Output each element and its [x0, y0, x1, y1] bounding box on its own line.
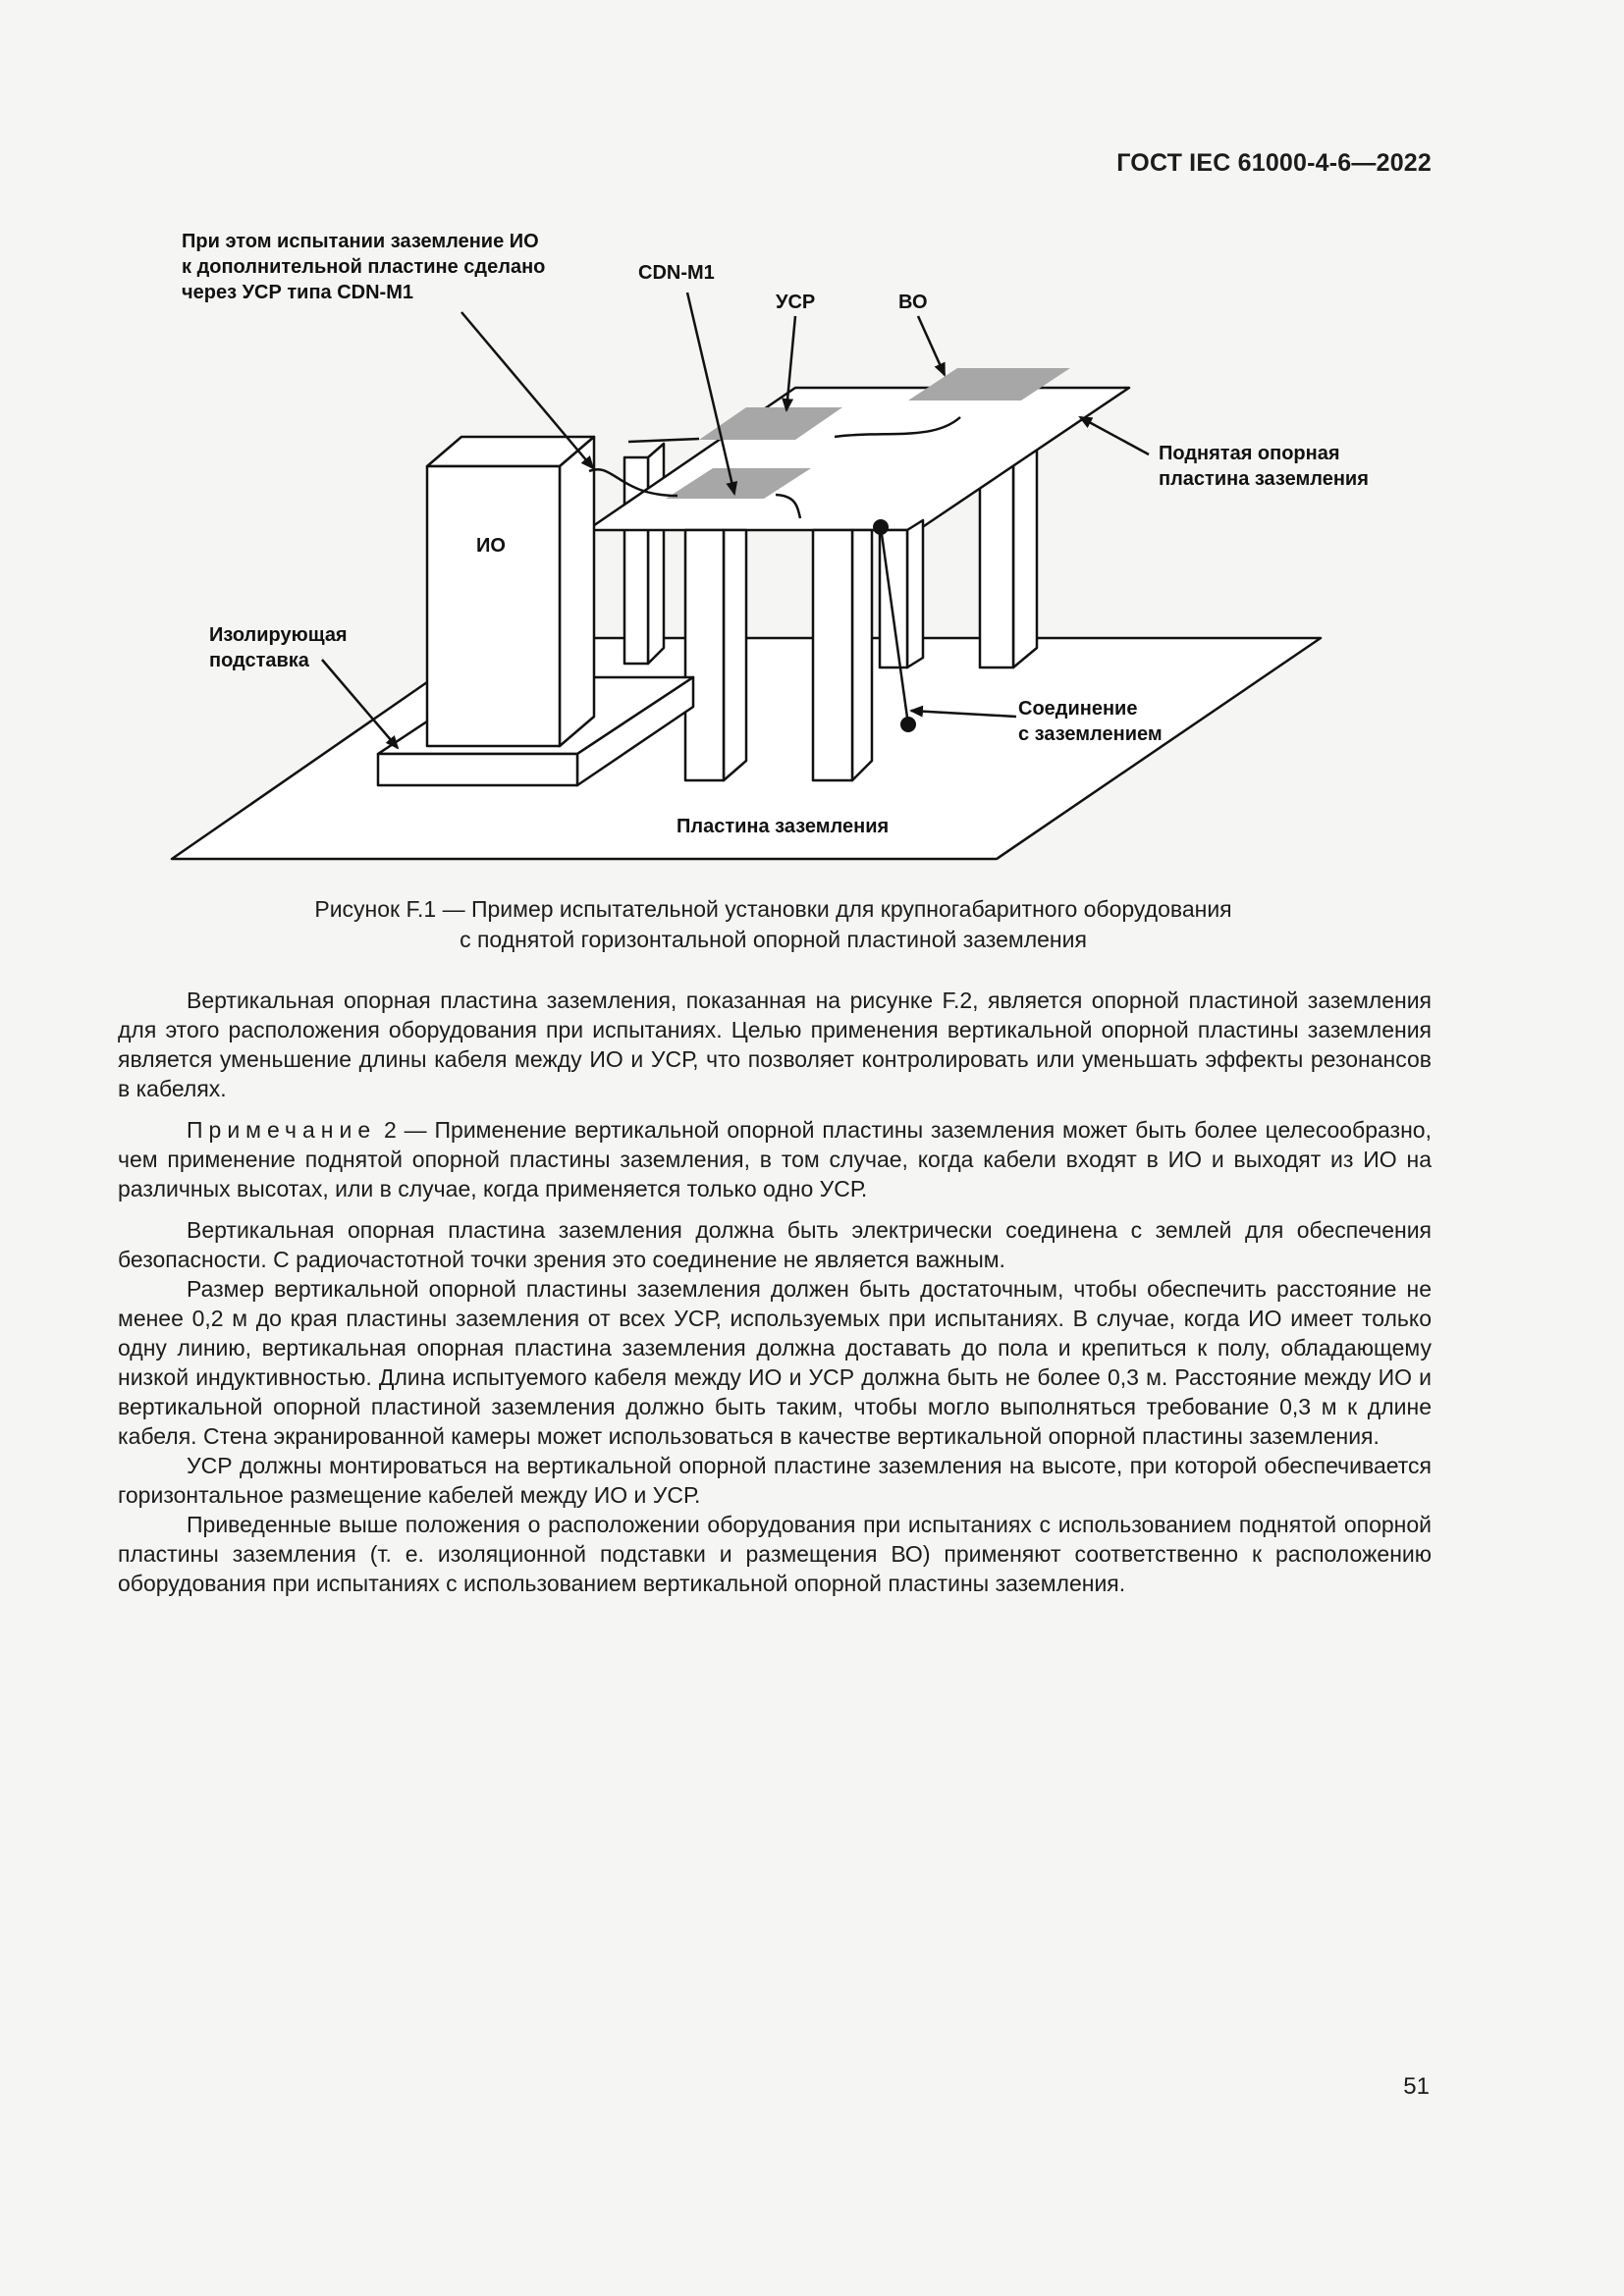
- leg-front-left: [685, 530, 724, 780]
- usr-label: УСР: [776, 292, 816, 313]
- insulating-label-line2: подставка: [209, 650, 309, 671]
- note-text: 2 — Применение вертикальной опорной пластины заземления может быть более целесообразно, чем применение поднятой опорной пластины заземления, в том случае, когда кабели входят в ИО и выходят из ИО на различных высотах, или в случае, когда применяется только одно УСР.: [118, 1117, 1432, 1201]
- figure-caption: [118, 894, 1429, 955]
- leg-back-left-side: [648, 444, 664, 664]
- ground-plate-label: Пластина заземления: [677, 816, 890, 837]
- insulating-label-line1: Изолирующая: [209, 624, 348, 646]
- figure-caption-line2: с поднятой горизонтальной опорной пластиной заземления: [460, 927, 1087, 952]
- eut-box-side: [560, 437, 594, 746]
- figure-caption-line1: Рисунок F.1 — Пример испытательной установки для крупногабаритного оборудования: [314, 896, 1232, 922]
- leg-front-left-side: [724, 530, 746, 780]
- ground-connection-dot-top: [873, 519, 889, 535]
- leg-front-right-side: [907, 520, 923, 667]
- cable-eut-cdn: [628, 439, 699, 442]
- note-2: [118, 1115, 1432, 1203]
- document-header: ГОСТ IEC 61000-4-6—2022: [1116, 149, 1432, 177]
- ground-connection-dot-bottom: [900, 717, 916, 732]
- eut-box-front: [427, 466, 560, 746]
- connection-label-line1: Соединение: [1018, 698, 1138, 720]
- paragraph-1: Вертикальная опорная пластина заземления, показанная на рисунке F.2, является опорной пластиной заземления для этого расположения оборудования при испытаниях. Целью применения вертикальной опорной пластины заземления является уменьшение длины кабеля между ИО и УСР, что позволяет контролировать или уменьшать эффекты резонансов в кабелях.: [118, 988, 1432, 1101]
- eut-label: ИО: [476, 535, 506, 557]
- vo-arrow: [918, 316, 945, 375]
- vo-label: ВО: [898, 292, 928, 313]
- connection-label-line2: с заземлением: [1018, 723, 1163, 745]
- leg-front-mid-side: [852, 530, 872, 780]
- note-label: Примечание: [187, 1117, 377, 1143]
- figure-f1: [0, 0, 1624, 883]
- note-label-line3: через УСР типа CDN-M1: [182, 282, 413, 303]
- raised-ground-plate: [587, 388, 1129, 530]
- paragraph-6: Приведенные выше положения о расположении оборудования при испытаниях с использованием поднятой опорной пластины заземления (т. е. изоляционной подставки и размещения ВО) применяют соответственно к расположению оборудования при испытаниях с использованием вертикальной опорной пластины заземления.: [118, 1512, 1432, 1596]
- note-label-line1: При этом испытании заземление ИО: [182, 231, 539, 252]
- paragraph-3: Вертикальная опорная пластина заземления должна быть электрически соединена с землей для обеспечения безопасности. С радиочастотной точки зрения это соединение не является важным.: [118, 1217, 1432, 1272]
- paragraph-4: Размер вертикальной опорной пластины заземления должен быть достаточным, чтобы обеспечить расстояние не менее 0,2 м до края пластины заземления от всех УСР, используемых при испытаниях. В случае, когда ИО имеет только одну линию, вертикальная опорная пластина заземления должна доставать до пола и крепиться к полу, обладающему низкой индуктивностью. Длина испытуемого кабеля между ИО и УСР должна быть не более 0,3 м. Расстояние между ИО и вертикальной опорной пластиной заземления должно быть таким, чтобы могло выполняться требование 0,3 м к длине кабеля. Стена экранированной камеры может использоваться в качестве вертикальной опорной пластины заземления.: [118, 1276, 1432, 1449]
- note-label-line2: к дополнительной пластине сделано: [182, 256, 546, 278]
- raised-plate-label-line1: Поднятая опорная: [1159, 443, 1340, 464]
- cdn-label: CDN-M1: [638, 262, 715, 284]
- leg-back-right: [980, 457, 1013, 667]
- raised-plate-label-line2: пластина заземления: [1159, 468, 1369, 490]
- page-number: 51: [1403, 2073, 1430, 2100]
- paragraph-5: УСР должны монтироваться на вертикальной опорной пластине заземления на высоте, при которой обеспечивается горизонтальное размещение кабелей между ИО и УСР.: [118, 1453, 1432, 1508]
- leg-front-mid: [813, 530, 852, 780]
- test-setup-diagram: [0, 0, 1624, 883]
- insulating-stand-front: [378, 754, 577, 785]
- raised-plate-arrow: [1080, 417, 1149, 454]
- leg-back-right-side: [1013, 438, 1037, 667]
- body-text: [118, 986, 1432, 1598]
